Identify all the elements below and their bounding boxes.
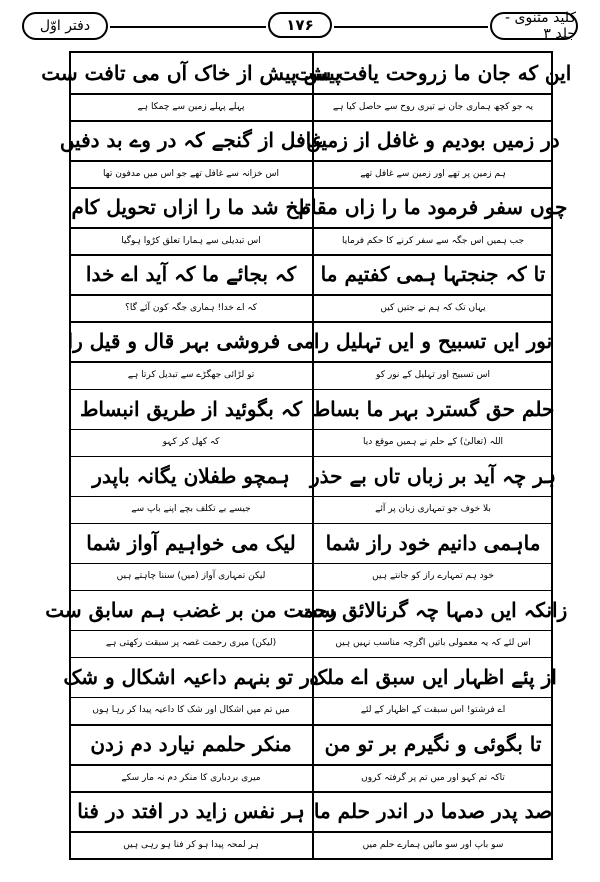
translation-row [71,160,551,187]
translation-right: اس لئے کہ یہ معمولی باتیں اگرچہ مناسب نہیں ہیں [335,638,531,649]
translation-left: میری بردباری کا منکر دم نہ مار سکے [121,772,261,783]
translation-right: جب ہمیں اس جگہ سے سفر کرنے کا حکم فرمایا [341,235,525,246]
translation-row [71,831,551,858]
couplet-row [71,389,555,429]
verse-right-hemistich: صد پدر صدما در اندر حلم ما [313,799,553,824]
verse-left-hemistich: تلخ شد ما را ازاں تحویل کام [71,195,311,220]
verse-right-hemistich: زانکہ ایں دمہا چہ گرنالائق ست [298,597,568,622]
translation-left: اس تبدیلی سے ہمارا تعلق کڑوا ہوگیا [121,235,261,246]
verse-right-hemistich: حلم حق گسترد بہر ما بساط [311,396,555,421]
couplet-row [71,523,551,563]
verse-right-hemistich: این که جان ما زروحت یافت ست [294,61,572,85]
verse-left-hemistich: کہ بجائے ما کہ آید اے خدا [85,262,297,287]
page-header [0,0,600,48]
translation-row [71,496,551,523]
translation-left: کہ اے خدا! ہماری جگہ کون آئے گا؟ [125,302,257,313]
translation-row [71,93,551,120]
translation-right: خود ہم تمہارے راز کو جانتے ہیں [372,571,494,582]
verse-right-hemistich: ماہمی دانیم خود راز شما [325,530,541,555]
book-title-label: کلید مثنوی - جلد ۳ [490,12,578,40]
verse-left-hemistich: می فروشی بہر قال و قیل را [67,329,315,354]
verse-left-hemistich: غافل از گنجے کہ در وے بد دفیں [59,128,323,153]
verse-right-hemistich: نور ایں تسبیح و ایں تہلیل را [313,329,553,354]
verse-left-hemistich: لیک می خواہیم آواز شما [86,530,296,555]
verse-left-hemistich: رحمت من بر غضب ہم سابق ست [45,597,337,622]
couplet-row [71,254,551,294]
translation-row [71,764,551,791]
translation-left: جیسے بے تکلف بچے اپنے باپ سے [131,504,251,515]
couplet-row [67,321,553,361]
translation-left: (لیکن) میری رحمت غصہ پر سبقت رکھتی ہے [105,638,277,649]
translation-right: یہ جو کچھ ہماری جان نے تیری روح سے حاصل کیا ہے [332,101,534,112]
verse-right-hemistich: چوں سفر فرمود ما را زاں مقام [298,195,568,220]
translation-left: اس خزانہ سے غافل تھے جو اس میں مدفون تھا [103,168,279,179]
verse-right-hemistich: تا کہ جنجتہا ہمی کفتیم ما [320,262,546,287]
verse-left-hemistich: کہ بگوئید از طریق انبساط [79,396,303,421]
couplet-row [71,456,556,496]
verse-right-hemistich: ہر چہ آید بر زباں تاں بے حذر [310,463,556,488]
page-number: ۱۷۶ [268,12,332,38]
verse-left-hemistich: پیش پیش از خاک آں می تافت ست [41,61,341,85]
translation-right: اللہ (تعالیٰ) کے حلم نے ہمیں موقع دیا [362,437,504,448]
translation-row [71,429,551,456]
translation-right: سو باپ اور سو مائیں ہمارے حلم میں [362,839,504,850]
verse-right-hemistich: از پئے اظہار ایں سبق اے ملک [309,664,557,689]
couplet-row [63,657,557,697]
verse-right-hemistich: تا بگوئی و نگیرم بر تو من [324,732,542,756]
couplet-table [41,51,572,860]
verse-right-hemistich: در زمیں بودیم و غافل از زمیں [306,128,560,153]
couplet-row [71,791,551,831]
translation-right: اے فرشتو! اس سبقت کے اظہار کے لئے [360,705,506,716]
verse-left-hemistich: ہمچو طفلان یگانہ باپدر [92,463,290,488]
translation-row [71,563,551,590]
couplet-row [45,590,568,630]
translation-row [71,630,551,657]
couplet-row [71,187,568,227]
translation-row [71,227,551,254]
verse-left-hemistich: ہر نفس زاید در افتد در فنا [77,799,305,824]
translation-right: تاکہ تم کہو اور میں تم پر گرفتہ کروں [361,772,505,783]
translation-left: میں تم میں اشکال اور شک کا داعیہ پیدا کر رہا ہوں [92,705,290,716]
translation-left: ہر لمحہ پیدا ہو کر فنا ہو رہی ہیں [123,839,259,850]
book-part-label: دفتر اوّل [22,12,108,40]
header-rule-right [334,26,488,28]
translation-left: تو لڑائی جھگڑے سے تبدیل کرتا ہے [127,369,255,380]
translation-right: ہم زمین پر تھے اور زمین سے غافل تھے [360,168,506,179]
translation-left: کہ کھل کر کہو [162,437,220,448]
verse-left-hemistich: منکر حلمم نیارد دم زدن [90,732,292,756]
translation-row [71,294,551,321]
couplet-row [41,53,572,93]
translation-left: پہلے پہلے زمین سے چمکا ہے [137,101,245,112]
translation-right: بلا خوف جو تمہاری زبان پر آئے [375,504,491,515]
translation-row [71,697,551,724]
verse-left-hemistich: در تو بنہم داعیہ اشکال و شک [63,664,319,689]
translation-left: لیکن تمہاری آواز (میں) سننا چاہتے ہیں [116,571,266,582]
couplet-row [59,120,560,160]
header-rule-left [110,26,266,28]
translation-row [71,361,551,388]
translation-right: اس تسبیح اور تہلیل کے نور کو [376,369,490,380]
translation-right: یہاں تک کہ ہم نے جتیں کیں [380,302,486,313]
couplet-row [71,724,551,764]
